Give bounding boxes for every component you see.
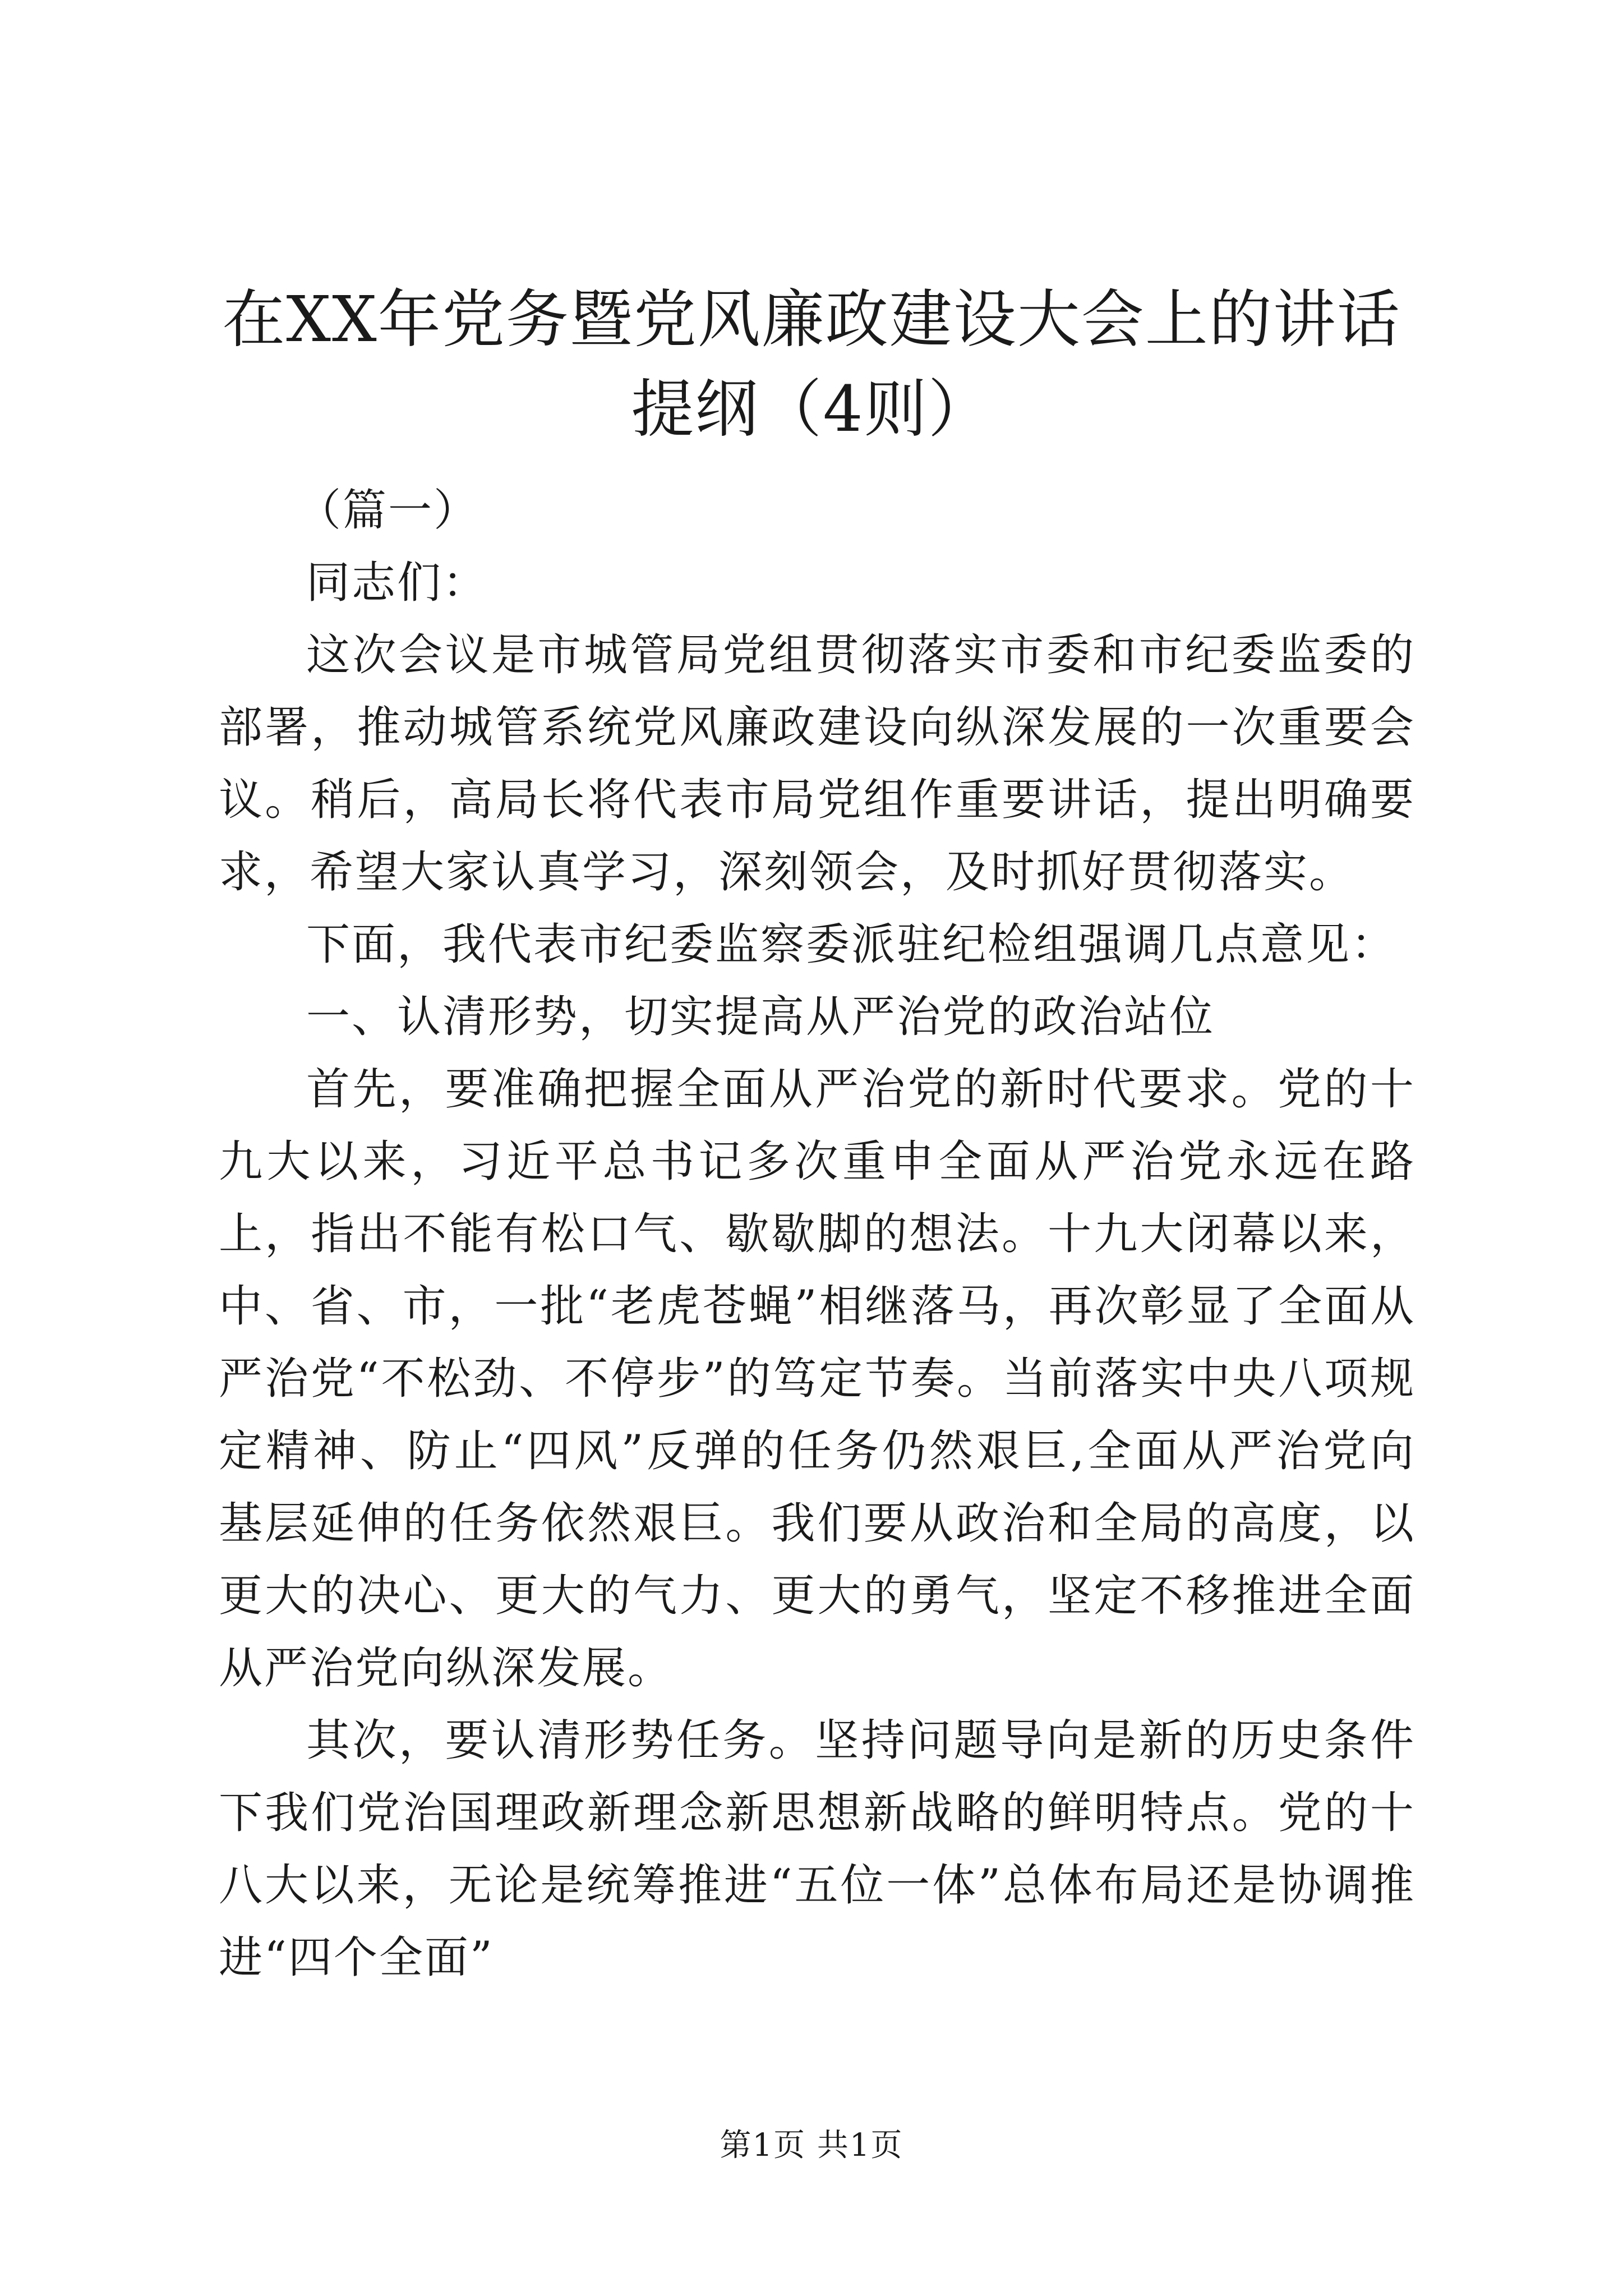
paragraph: 下面，我代表市纪委监察委派驻纪检组强调几点意见： bbox=[306, 919, 1397, 970]
salutation: 同志们： bbox=[306, 558, 488, 608]
section-heading: 一、认清形势，切实提高从严治党的政治站位 bbox=[306, 992, 1215, 1042]
document-body bbox=[219, 475, 1415, 1994]
paragraph: 其次，要认清形势任务。坚持问题导向是新的历史条件下我们党治国理政新理念新思想新战略的鲜明特点。党的十八大以来，无论是统筹推进“五位一体”总体布局还是协调推进“四个全面” bbox=[219, 1715, 1415, 1983]
page-footer: 第1页 共1页 bbox=[720, 2127, 903, 2164]
section-label: （篇一） bbox=[297, 485, 479, 536]
paragraph: 首先，要准确把握全面从严治党的新时代要求。党的十九大以来，习近平总书记多次重申全面从严治党永远在路上，指出不能有松口气、歇歇脚的想法。十九大闭幕以来，中、省、市，一批“老虎苍蝇”相继落马，再次彰显了全面从严治党“不松劲、不停步”的笃定节奏。当前落实中央八项规定精神、防止“四风”反弹的任务仍然艰巨,全面从严治党向基层延伸的任务依然艰巨。我们要从政治和全局的高度，以更大的决心、更大的气力、更大的勇气，坚定不移推进全面从严治党向纵深发展。 bbox=[219, 1064, 1415, 1694]
document-title: 在XX年党务暨党风廉政建设大会上的讲话提纲（4则） bbox=[222, 283, 1401, 446]
paragraph: 这次会议是市城管局党组贯彻落实市委和市纪委监委的部署，推动城管系统党风廉政建设向纵深发展的一次重要会议。稍后，高局长将代表市局党组作重要讲话，提出明确要求，希望大家认真学习，深刻领会，及时抓好贯彻落实。 bbox=[219, 630, 1415, 898]
